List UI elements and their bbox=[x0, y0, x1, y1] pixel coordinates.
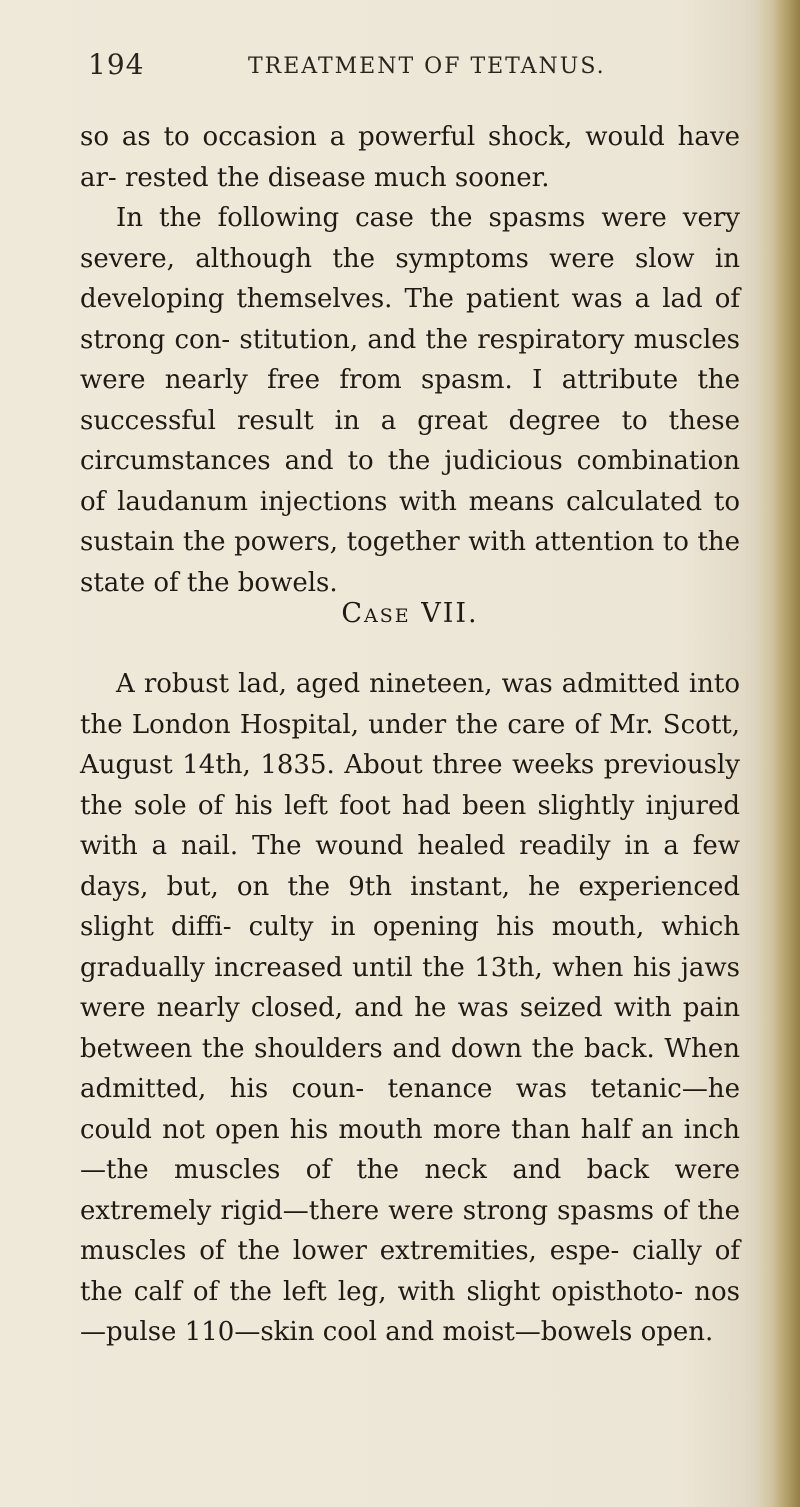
paragraph-continuation: so as to occasion a powerful shock, would have ar- rested the disease much sooner. bbox=[80, 122, 740, 193]
page-header bbox=[88, 48, 748, 88]
paragraph-case-vii: A robust lad, aged nineteen, was admitted into the London Hospital, under the care of Mr. Scott, August 14th, 1835. About three weeks previously the sole of his left foot had been slightly injured with a nail. The wound healed readily in a few days, but, on the 9th instant, he experienced slight diffi- culty in opening his mouth, which gradually increased until the 13th, when his jaws were nearly closed, and he was seized with pain between the shoulders and down the back. When admitted, his coun- tenance was tetanic—he could not open his mouth more than half an inch—the muscles of the neck and back were extremely rigid—there were strong spasms of the muscles of the lower extremities, espe- cially of the calf of the left leg, with slight opisthoto- nos—pulse 110—skin cool and moist—bowels open. bbox=[80, 669, 740, 1347]
case-heading: Case VII. bbox=[341, 598, 479, 629]
body-text-top bbox=[80, 117, 740, 603]
body-text-case bbox=[80, 664, 740, 1353]
page-number: 194 bbox=[88, 48, 145, 81]
paragraph-case-summary: In the following case the spasms were very severe, although the symptoms were slow in developing themselves. The patient was a lad of strong con- stitution, and the respiratory muscles were nearly free from spasm. I attribute the successful result in a great degree to these circumstances and to the judicious combination of laudanum injections with means calculated to sustain the powers, together with attention to the state of the bowels. bbox=[80, 203, 740, 598]
page-edge-shadow bbox=[758, 0, 800, 1507]
running-title: TREATMENT OF TETANUS. bbox=[248, 54, 606, 79]
